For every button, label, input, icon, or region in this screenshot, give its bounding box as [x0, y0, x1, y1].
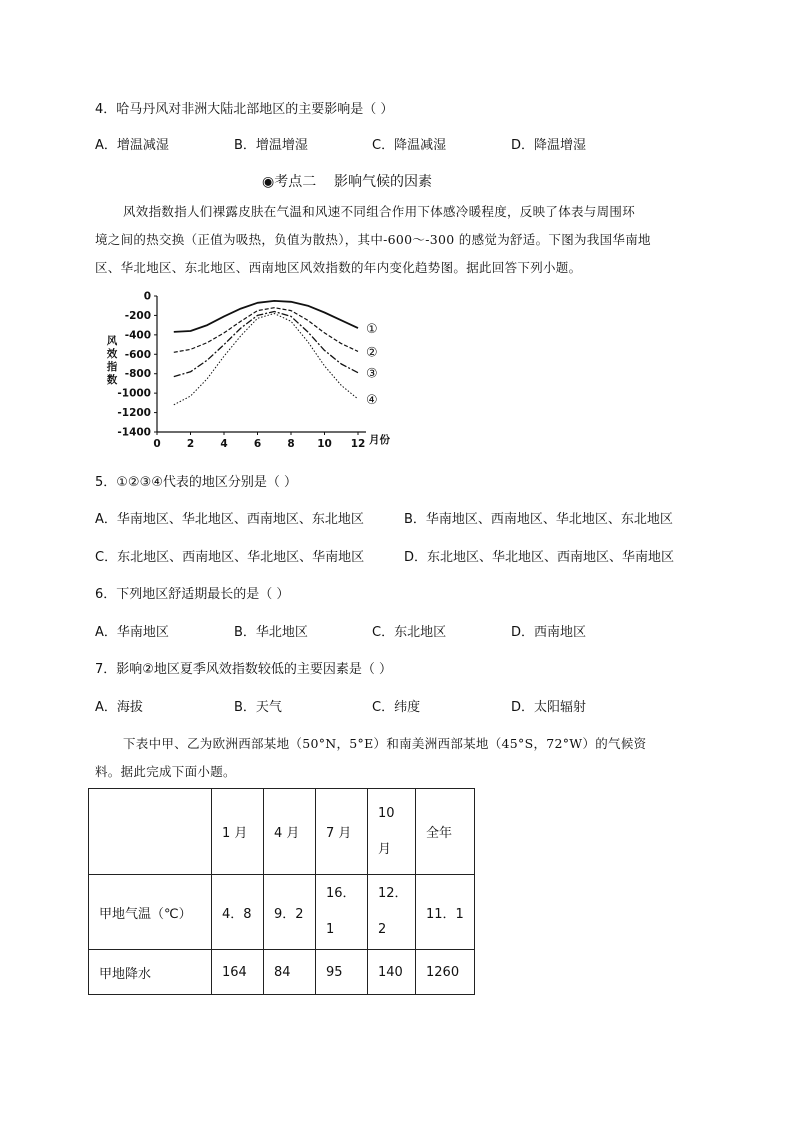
y-tick-label: 0	[143, 290, 151, 303]
y-tick-label: -400	[124, 329, 151, 342]
table-cell: 164	[212, 950, 264, 995]
q6-option-a[interactable]: A．华南地区	[95, 625, 169, 640]
table-header-row	[89, 789, 475, 875]
table-cell: 11．1	[416, 875, 475, 950]
x-axis-label: 月份	[369, 434, 390, 446]
y-tick-label: -1400	[117, 426, 151, 439]
table-cell: 12． 2	[368, 875, 416, 950]
y-axis-label: 风效指数	[106, 335, 118, 386]
series-line-3	[174, 312, 358, 377]
series-line-1	[174, 301, 358, 332]
table-header-cell	[89, 789, 212, 875]
intro-line-2: 境之间的热交换（正值为吸热，负值为散热），其中-600～-300 的感觉为舒适。下图为我国华南地	[95, 232, 651, 247]
table-cell: 140	[368, 950, 416, 995]
question-7-stem: 7．影响②地区夏季风效指数较低的主要因素是（ ）	[95, 662, 393, 677]
series-label-2: ②	[366, 345, 378, 361]
q6-option-c[interactable]: C．东北地区	[372, 625, 447, 640]
x-tick-label: 0	[153, 438, 161, 450]
table-cell: 84	[264, 950, 316, 995]
x-tick-label: 4	[220, 438, 228, 450]
table-cell: 1260	[416, 950, 475, 995]
section-bullet-icon: ◉	[262, 174, 275, 190]
q4-option-d[interactable]: D．降温增湿	[511, 138, 587, 153]
table-cell: 甲地气温（℃）	[89, 875, 212, 950]
table-header-cell: 1 月	[212, 789, 264, 875]
y-tick-label: -1200	[117, 407, 151, 420]
q5-option-a[interactable]: A．华南地区、华北地区、西南地区、东北地区	[95, 512, 364, 527]
q4-option-b[interactable]: B．增温增湿	[234, 138, 308, 153]
table-row	[89, 875, 475, 950]
y-tick-label: -200	[124, 309, 151, 322]
climate-table	[88, 788, 475, 995]
question-4-stem: 4．哈马丹风对非洲大陆北部地区的主要影响是（ ）	[95, 102, 394, 117]
table-cell: 甲地降水	[89, 950, 212, 995]
x-tick-label: 2	[186, 438, 195, 450]
x-tick-label: 8	[287, 438, 295, 450]
x-tick-label: 6	[253, 438, 262, 450]
question-5-stem: 5．①②③④代表的地区分别是（ ）	[95, 475, 298, 490]
table-cell: 9．2	[264, 875, 316, 950]
table-header-cell: 7 月	[316, 789, 368, 875]
table-row	[89, 950, 475, 995]
table-cell: 95	[316, 950, 368, 995]
intro-line-1: 风效指数指人们裸露皮肤在气温和风速不同组合作用下体感冷暖程度，反映了体表与周围环	[123, 204, 636, 219]
series-label-4: ④	[366, 392, 378, 408]
question-6-stem: 6．下列地区舒适期最长的是（ ）	[95, 587, 290, 602]
q7-option-b[interactable]: B．天气	[234, 700, 282, 715]
table-cell: 16． 1	[316, 875, 368, 950]
q6-option-b[interactable]: B．华北地区	[234, 625, 308, 640]
q5-option-d[interactable]: D．东北地区、华北地区、西南地区、华南地区	[404, 550, 675, 565]
series-label-3: ③	[366, 366, 378, 382]
q5-option-b[interactable]: B．华南地区、西南地区、华北地区、东北地区	[404, 512, 673, 527]
q7-option-c[interactable]: C．纬度	[372, 700, 421, 715]
intro-line-3: 区、华北地区、东北地区、西南地区风效指数的年内变化趋势图。据此回答下列小题。	[95, 260, 582, 275]
y-tick-label: -800	[124, 368, 151, 381]
wind-effect-index-chart	[100, 282, 400, 452]
table-intro-line-1: 下表中甲、乙为欧洲西部某地（50°N，5°E）和南美洲西部某地（45°S，72°W）的气候资	[123, 736, 647, 751]
x-tick-label: 12	[350, 438, 366, 450]
section-heading	[262, 172, 432, 192]
table-header-cell: 4 月	[264, 789, 316, 875]
section-title: 考点二 影响气候的因素	[274, 174, 433, 190]
table-cell: 4．8	[212, 875, 264, 950]
table-header-cell: 全年	[416, 789, 475, 875]
table-intro-line-2: 料。据此完成下面小题。	[95, 764, 236, 779]
q6-option-d[interactable]: D．西南地区	[511, 625, 587, 640]
q4-option-a[interactable]: A．增温减湿	[95, 138, 169, 153]
series-label-1: ①	[366, 322, 378, 338]
q7-option-a[interactable]: A．海拔	[95, 700, 143, 715]
y-tick-label: -1000	[117, 387, 151, 400]
q5-option-c[interactable]: C．东北地区、西南地区、华北地区、华南地区	[95, 550, 365, 565]
q4-option-c[interactable]: C．降温减湿	[372, 138, 447, 153]
y-tick-label: -600	[124, 348, 151, 361]
x-tick-label: 10	[317, 438, 332, 450]
q7-option-d[interactable]: D．太阳辐射	[511, 700, 587, 715]
table-header-cell: 10 月	[368, 789, 416, 875]
